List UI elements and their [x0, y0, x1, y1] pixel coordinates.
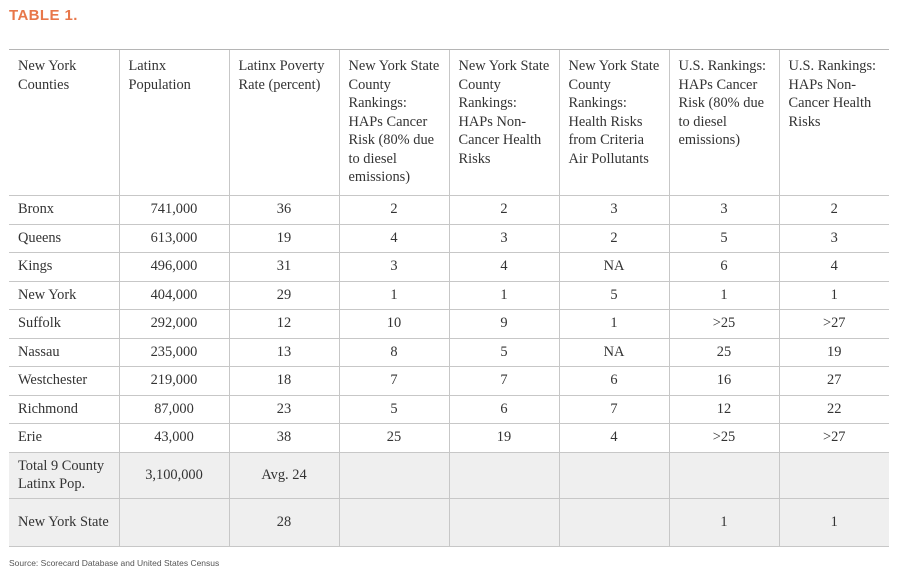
data-table [9, 49, 889, 547]
value-cell: NA [559, 338, 669, 367]
table-row [9, 338, 889, 367]
state-row [9, 498, 889, 546]
value-cell: 38 [229, 424, 339, 453]
header-cell: Latinx Poverty Rate (percent) [229, 50, 339, 196]
value-cell: 23 [229, 395, 339, 424]
value-cell: 2 [559, 224, 669, 253]
value-cell: 3 [779, 224, 889, 253]
header-cell: New York State County Rankings: Health Risks from Criteria Air Pollutants [559, 50, 669, 196]
value-cell: 19 [779, 338, 889, 367]
county-cell: Westchester [9, 367, 119, 396]
value-cell: 5 [669, 224, 779, 253]
value-cell: 5 [339, 395, 449, 424]
county-cell: Nassau [9, 338, 119, 367]
value-cell: 613,000 [119, 224, 229, 253]
table-row [9, 395, 889, 424]
county-cell: Bronx [9, 196, 119, 225]
value-cell: 25 [339, 424, 449, 453]
value-cell: 10 [339, 310, 449, 339]
value-cell: 3 [449, 224, 559, 253]
value-cell: 1 [449, 281, 559, 310]
value-cell: 36 [229, 196, 339, 225]
value-cell: 4 [339, 224, 449, 253]
value-cell: 741,000 [119, 196, 229, 225]
value-cell: 7 [449, 367, 559, 396]
value-cell: 2 [339, 196, 449, 225]
value-cell: 5 [449, 338, 559, 367]
value-cell [449, 498, 559, 546]
value-cell: 16 [669, 367, 779, 396]
value-cell [779, 452, 889, 498]
county-cell: New York State [9, 498, 119, 546]
value-cell: NA [559, 253, 669, 282]
header-cell: Latinx Population [119, 50, 229, 196]
value-cell: 3 [339, 253, 449, 282]
value-cell: 4 [779, 253, 889, 282]
value-cell: 29 [229, 281, 339, 310]
table-row [9, 424, 889, 453]
value-cell: 12 [669, 395, 779, 424]
value-cell: 19 [449, 424, 559, 453]
value-cell: 43,000 [119, 424, 229, 453]
table-row [9, 310, 889, 339]
table-title: TABLE 1. [9, 7, 78, 24]
value-cell [339, 498, 449, 546]
value-cell: 4 [449, 253, 559, 282]
value-cell: 6 [669, 253, 779, 282]
value-cell: 3 [669, 196, 779, 225]
value-cell: 5 [559, 281, 669, 310]
source-note: Source: Scorecard Database and United States Census [9, 558, 220, 568]
value-cell: 235,000 [119, 338, 229, 367]
value-cell [339, 452, 449, 498]
value-cell: 18 [229, 367, 339, 396]
value-cell: 31 [229, 253, 339, 282]
total-row [9, 452, 889, 498]
header-cell: U.S. Rankings: HAPs Non-Cancer Health Risks [779, 50, 889, 196]
value-cell: 12 [229, 310, 339, 339]
header-cell: New York State County Rankings: HAPs Cancer Risk (80% due to diesel emissions) [339, 50, 449, 196]
value-cell: >27 [779, 310, 889, 339]
value-cell: >25 [669, 424, 779, 453]
value-cell: 3 [559, 196, 669, 225]
value-cell: 1 [779, 498, 889, 546]
value-cell: 292,000 [119, 310, 229, 339]
value-cell: 1 [339, 281, 449, 310]
value-cell: 28 [229, 498, 339, 546]
value-cell: 25 [669, 338, 779, 367]
value-cell: 13 [229, 338, 339, 367]
value-cell: 1 [669, 498, 779, 546]
table-row [9, 281, 889, 310]
header-cell: U.S. Rankings: HAPs Cancer Risk (80% due to diesel emissions) [669, 50, 779, 196]
value-cell: Avg. 24 [229, 452, 339, 498]
value-cell: 2 [449, 196, 559, 225]
county-cell: Richmond [9, 395, 119, 424]
county-cell: Kings [9, 253, 119, 282]
value-cell: 6 [559, 367, 669, 396]
header-cell: New York Counties [9, 50, 119, 196]
value-cell: 1 [559, 310, 669, 339]
value-cell: >27 [779, 424, 889, 453]
value-cell: 2 [779, 196, 889, 225]
value-cell: 1 [669, 281, 779, 310]
value-cell [559, 452, 669, 498]
value-cell [559, 498, 669, 546]
value-cell [669, 452, 779, 498]
value-cell: 4 [559, 424, 669, 453]
value-cell [119, 498, 229, 546]
header-row [9, 50, 889, 196]
value-cell: 87,000 [119, 395, 229, 424]
value-cell: 6 [449, 395, 559, 424]
value-cell [449, 452, 559, 498]
county-cell: Suffolk [9, 310, 119, 339]
value-cell: >25 [669, 310, 779, 339]
value-cell: 496,000 [119, 253, 229, 282]
value-cell: 3,100,000 [119, 452, 229, 498]
value-cell: 404,000 [119, 281, 229, 310]
table-row [9, 367, 889, 396]
value-cell: 27 [779, 367, 889, 396]
value-cell: 7 [339, 367, 449, 396]
value-cell: 19 [229, 224, 339, 253]
header-cell: New York State County Rankings: HAPs Non-Cancer Health Risks [449, 50, 559, 196]
value-cell: 8 [339, 338, 449, 367]
county-cell: Queens [9, 224, 119, 253]
value-cell: 1 [779, 281, 889, 310]
county-cell: Erie [9, 424, 119, 453]
county-cell: New York [9, 281, 119, 310]
value-cell: 9 [449, 310, 559, 339]
value-cell: 7 [559, 395, 669, 424]
county-cell: Total 9 County Latinx Pop. [9, 452, 119, 498]
table-row [9, 253, 889, 282]
value-cell: 219,000 [119, 367, 229, 396]
table-row [9, 224, 889, 253]
value-cell: 22 [779, 395, 889, 424]
table-row [9, 196, 889, 225]
